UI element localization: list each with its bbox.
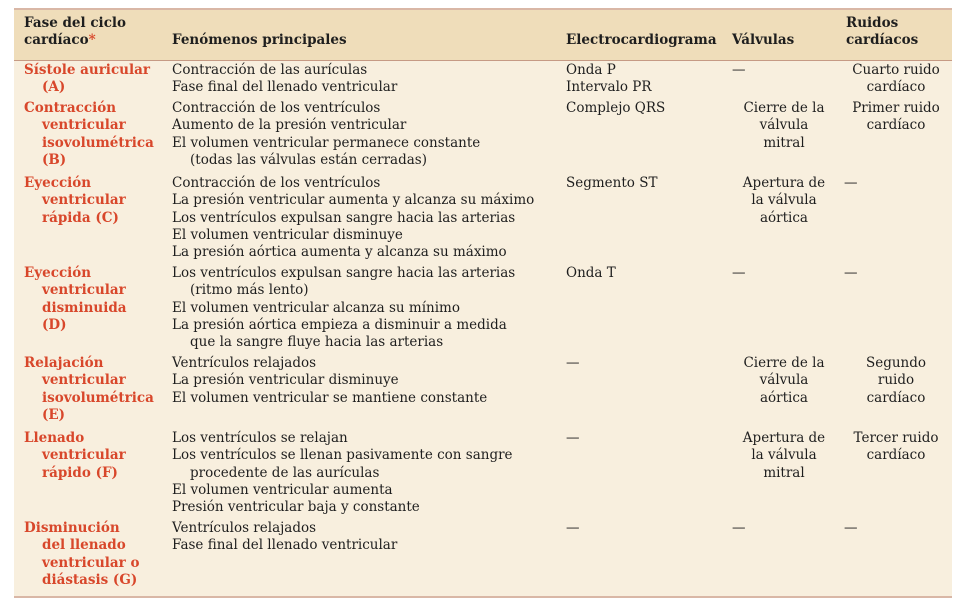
phenomena-cell [172,265,562,351]
sounds-cell [844,355,948,407]
header-sounds-line1: Ruidos [846,15,899,31]
valves-cell-line: — [732,62,746,78]
phase-cell-line: Sístole auricular [24,62,150,78]
sounds-cell-line: cardíaco [866,389,926,406]
phenomena-cell-line: Aumento de la presión ventricular [172,117,407,134]
sounds-cell-line: — [844,175,858,191]
valves-cell-line: aórtica [760,389,808,406]
valves-cell-line: la válvula [751,447,817,464]
phase-cell-line: Llenado [24,430,85,446]
valves-cell-line: — [732,265,746,281]
header-phase-line1: Fase del ciclo [24,15,127,31]
phenomena-cell [172,175,562,261]
sounds-cell [844,100,948,135]
phase-cell-line: (D) [42,316,67,333]
sounds-cell-line: — [844,265,858,281]
ecg-cell-line: — [566,355,580,371]
ecg-cell [566,265,726,282]
phase-cell [24,520,174,589]
sounds-cell [844,175,948,192]
sounds-cell [844,265,948,282]
phenomena-cell [172,430,562,516]
phase-cell [24,430,174,482]
phenomena-cell-line: La presión aórtica aumenta y alcanza su máximo [172,244,507,261]
valves-cell [732,265,836,282]
phase-cell-line: Relajación [24,355,104,371]
phenomena-cell-line: El volumen ventricular alcanza su mínimo [172,299,460,316]
phase-cell-line: ventricular [42,192,126,209]
phenomena-cell-line: El volumen ventricular permanece constante [172,134,481,151]
phase-cell-line: ventricular [42,117,126,134]
phenomena-cell-line: La presión ventricular disminuye [172,372,399,389]
ecg-cell [566,520,726,537]
phenomena-cell-line: Contracción de las aurículas [172,62,368,78]
ecg-cell-line: — [566,430,580,446]
phenomena-cell-line: procedente de las aurículas [190,464,380,481]
phase-cell-line: (E) [42,406,66,423]
phase-cell-line: Eyección [24,265,92,281]
phase-cell [24,62,174,97]
ecg-cell-line: Onda T [566,265,616,281]
phase-cell-line: ventricular [42,282,126,299]
phenomena-cell-line: Fase final del llenado ventricular [172,79,398,96]
sounds-cell-line: cardíaco [866,447,926,464]
phenomena-cell-line: La presión aórtica empieza a disminuir a medida [172,316,507,333]
header-phenomena: Fenómenos principales [172,32,347,48]
sounds-cell-line: Cuarto ruido [852,62,940,78]
valves-cell-line: Apertura de [742,175,826,191]
valves-cell [732,175,836,227]
sounds-cell-line: Segundo [865,355,927,371]
ecg-cell-line: Onda P [566,62,616,78]
header-sounds-line2: cardíacos [846,32,919,48]
phenomena-cell [172,520,562,555]
sounds-cell [844,62,948,97]
header-ecg: Electrocardiograma [566,32,717,48]
phenomena-cell-line: Ventrículos relajados [172,520,317,536]
sounds-cell-line: — [844,520,858,536]
header-phase [24,15,126,49]
sounds-cell-line: ruido [877,372,915,389]
valves-cell-line: Cierre de la [743,100,825,116]
phase-cell-line: disminuida [42,299,127,316]
phenomena-cell [172,62,562,97]
valves-cell [732,430,836,482]
valves-cell-line: — [732,520,746,536]
valves-cell [732,355,836,407]
header-sounds [846,15,918,49]
phenomena-cell-line: (ritmo más lento) [190,282,309,299]
phenomena-cell-line: (todas las válvulas están cerradas) [190,151,427,168]
phase-cell [24,355,174,424]
sounds-cell-line: Primer ruido [852,100,940,116]
ecg-cell [566,355,726,372]
phenomena-cell-line: Presión ventricular baja y constante [172,499,420,516]
phase-cell [24,100,174,169]
header-asterisk: * [88,32,96,48]
valves-cell-line: mitral [763,464,805,481]
phase-cell-line: rápida (C) [42,209,119,226]
phase-cell-line: rápido (F) [42,464,118,481]
sounds-cell-line: cardíaco [866,117,926,134]
phenomena-cell-line: Los ventrículos expulsan sangre hacia las arterias [172,265,516,281]
valves-cell-line: Apertura de [742,430,826,446]
phenomena-cell-line: El volumen ventricular aumenta [172,481,393,498]
valves-cell [732,62,836,79]
valves-cell-line: Cierre de la [743,355,825,371]
phase-cell-line: (B) [42,151,67,168]
sounds-cell-line: Tercer ruido [853,430,939,446]
phase-cell-line: (A) [42,79,66,96]
phase-cell-line: Eyección [24,175,92,191]
phase-cell-line: Disminución [24,520,120,536]
valves-cell-line: aórtica [760,209,808,226]
phase-cell-line: diástasis (G) [42,571,138,588]
phenomena-cell-line: La presión ventricular aumenta y alcanza su máximo [172,192,535,209]
phase-cell-line: Contracción [24,100,117,116]
phenomena-cell-line: Fase final del llenado ventricular [172,537,398,554]
ecg-cell [566,62,726,97]
phase-cell-line: ventricular [42,447,126,464]
phase-cell [24,175,174,227]
table-header [14,10,952,61]
phenomena-cell-line: Contracción de los ventrículos [172,175,381,191]
ecg-cell-line: — [566,520,580,536]
valves-cell-line: válvula [759,372,809,389]
ecg-cell [566,175,726,192]
valves-cell-line: la válvula [751,192,817,209]
phase-cell-line: ventricular [42,372,126,389]
phenomena-cell [172,100,562,169]
header-valves: Válvulas [732,32,795,48]
phase-cell-line: del llenado [42,537,126,554]
phenomena-cell-line: Los ventrículos se relajan [172,430,348,446]
sounds-cell-line: cardíaco [866,79,926,96]
cardiac-cycle-table [14,8,952,598]
phenomena-cell-line: Ventrículos relajados [172,355,317,371]
ecg-cell [566,430,726,447]
phenomena-cell-line: Los ventrículos expulsan sangre hacia las arterias [172,209,516,226]
phenomena-cell-line: Contracción de los ventrículos [172,100,381,116]
valves-cell-line: válvula [759,117,809,134]
phenomena-cell-line: El volumen ventricular se mantiene constante [172,389,488,406]
valves-cell [732,100,836,152]
phase-cell-line: isovolumétrica [42,134,154,151]
phase-cell-line: ventricular o [42,554,140,571]
ecg-cell [566,100,726,117]
phenomena-cell-line: que la sangre fluye hacia las arterias [190,334,444,351]
sounds-cell [844,520,948,537]
phase-cell [24,265,174,334]
phenomena-cell-line: Los ventrículos se llenan pasivamente con sangre [172,447,513,464]
ecg-cell-line: Intervalo PR [566,79,652,96]
phenomena-cell-line: El volumen ventricular disminuye [172,226,403,243]
phase-cell-line: isovolumétrica [42,389,154,406]
sounds-cell [844,430,948,465]
valves-cell [732,520,836,537]
ecg-cell-line: Complejo QRS [566,100,666,116]
phenomena-cell [172,355,562,407]
header-phase-line2: cardíaco [24,32,89,48]
ecg-cell-line: Segmento ST [566,175,658,191]
valves-cell-line: mitral [763,134,805,151]
